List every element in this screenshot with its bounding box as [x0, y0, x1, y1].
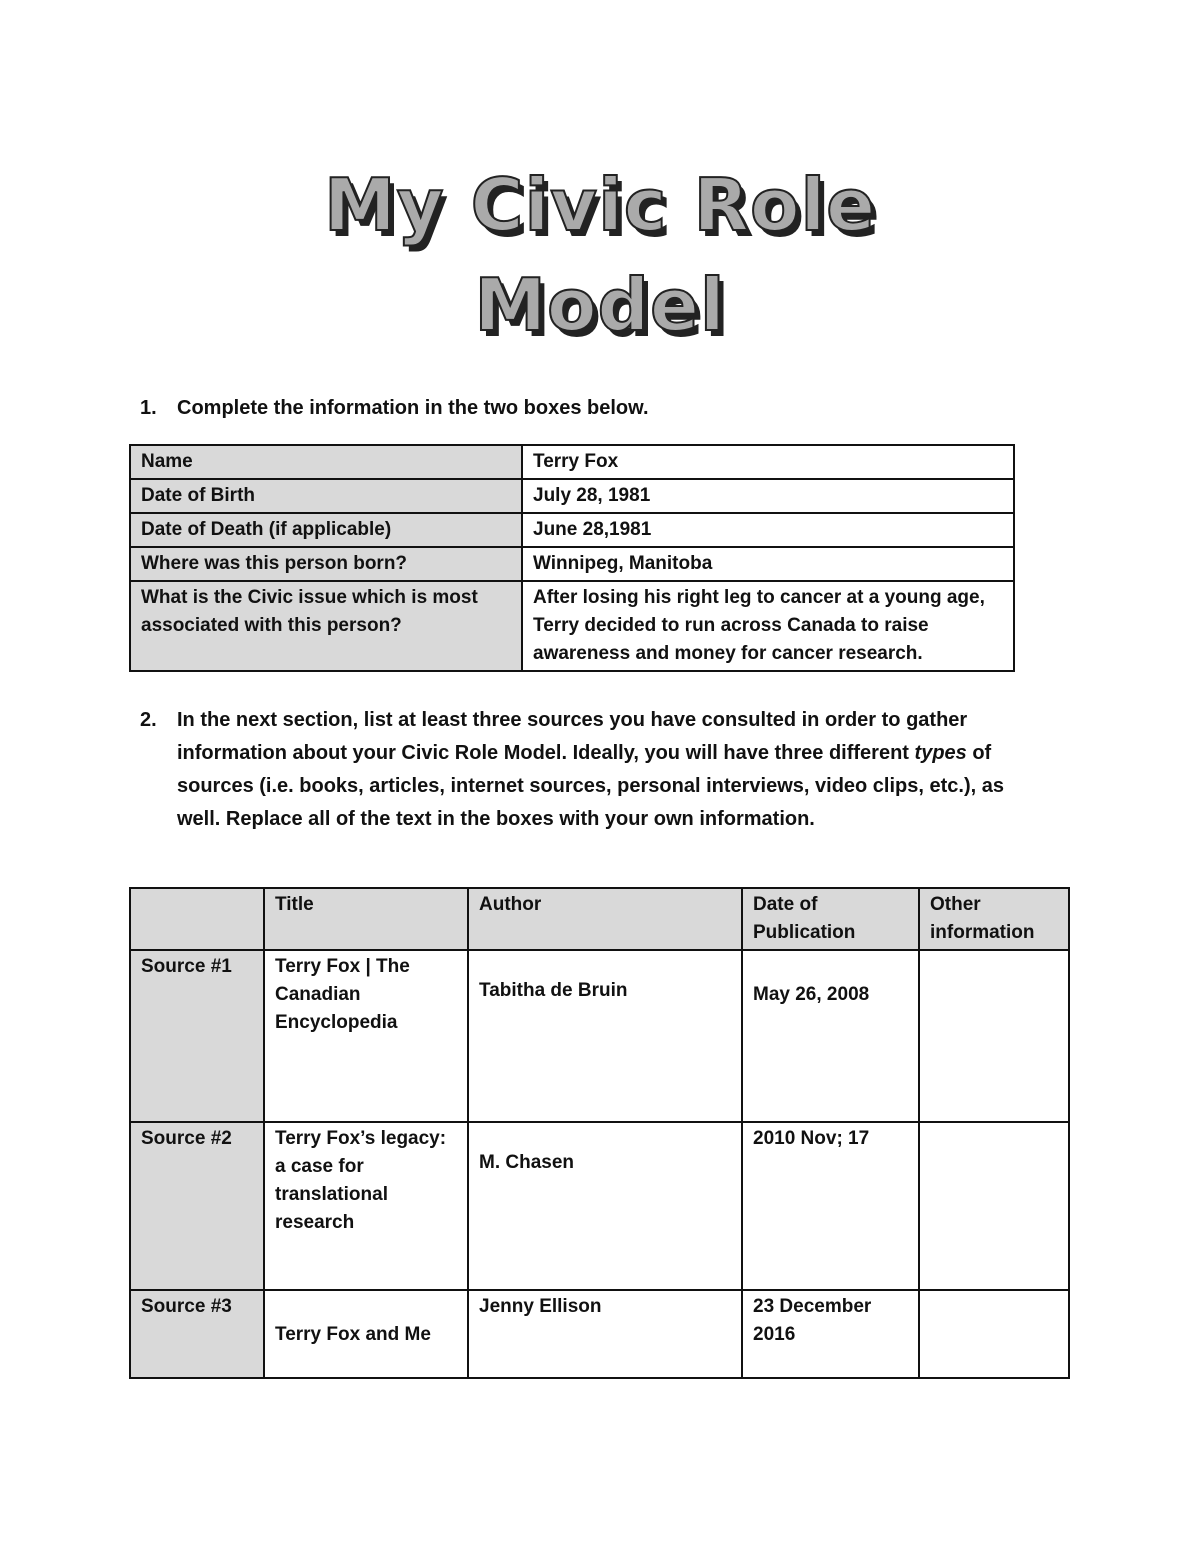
- question-1: [140, 392, 1030, 425]
- source-label: Source #3: [130, 1290, 264, 1378]
- source-date[interactable]: 23 December 2016: [742, 1290, 919, 1378]
- info-value[interactable]: Terry Fox: [522, 445, 1014, 479]
- question-2-text-part: In the next section, list at least three sources you have consulted in order to gather information about your Civic Role Model. Ideally, you will have three different: [177, 709, 968, 764]
- table-header-row: [130, 888, 1069, 950]
- info-value[interactable]: July 28, 1981: [522, 479, 1014, 513]
- question-2-number: 2.: [140, 709, 157, 731]
- info-value[interactable]: After losing his right leg to cancer at a young age, Terry decided to run across Canada to raise awareness and money for cancer research.: [522, 581, 1014, 671]
- sources-table: [129, 887, 1070, 1379]
- person-info-table: [129, 444, 1015, 672]
- source-other[interactable]: [919, 1122, 1069, 1290]
- info-value[interactable]: Winnipeg, Manitoba: [522, 547, 1014, 581]
- source-author[interactable]: Jenny Ellison: [468, 1290, 742, 1378]
- source-author[interactable]: M. Chasen: [468, 1122, 742, 1290]
- source-date[interactable]: May 26, 2008: [742, 950, 919, 1122]
- question-2-text-part: of sources (i.e. books, articles, internet sources, personal interviews, video clips, etc.), as well. Replace all of the text in the boxes with your own information.: [177, 742, 1004, 830]
- table-row: [130, 950, 1069, 1122]
- info-label: Where was this person born?: [130, 547, 522, 581]
- header-cell-empty: [130, 888, 264, 950]
- table-row: [130, 547, 1014, 581]
- info-value[interactable]: June 28,1981: [522, 513, 1014, 547]
- page-title-line-2: Model: [474, 263, 726, 347]
- question-1-number: 1.: [140, 397, 157, 419]
- header-cell-title: Title: [264, 888, 468, 950]
- source-title[interactable]: Terry Fox | The Canadian Encyclopedia: [264, 950, 468, 1122]
- source-label: Source #1: [130, 950, 264, 1122]
- source-label: Source #2: [130, 1122, 264, 1290]
- table-row: [130, 445, 1014, 479]
- table-row: [130, 1122, 1069, 1290]
- header-cell-date: Date of Publication: [742, 888, 919, 950]
- source-title[interactable]: Terry Fox and Me: [264, 1290, 468, 1378]
- info-label: Date of Death (if applicable): [130, 513, 522, 547]
- info-label: Date of Birth: [130, 479, 522, 513]
- page-title-line-1: My Civic Role: [324, 163, 876, 247]
- source-author[interactable]: Tabitha de Bruin: [468, 950, 742, 1122]
- source-other[interactable]: [919, 1290, 1069, 1378]
- question-1-text: Complete the information in the two boxes below.: [177, 397, 649, 419]
- header-cell-author: Author: [468, 888, 742, 950]
- header-cell-other: Other information: [919, 888, 1069, 950]
- source-other[interactable]: [919, 950, 1069, 1122]
- question-2-text-italic: types: [914, 742, 967, 764]
- table-row: [130, 479, 1014, 513]
- source-title[interactable]: Terry Fox’s legacy: a case for translational research: [264, 1122, 468, 1290]
- question-2-text: [177, 704, 1030, 836]
- source-date[interactable]: 2010 Nov; 17: [742, 1122, 919, 1290]
- question-2: [140, 704, 1030, 836]
- table-row: [130, 513, 1014, 547]
- table-row: [130, 581, 1014, 671]
- table-row: [130, 1290, 1069, 1378]
- info-label: Name: [130, 445, 522, 479]
- info-label: What is the Civic issue which is most associated with this person?: [130, 581, 522, 671]
